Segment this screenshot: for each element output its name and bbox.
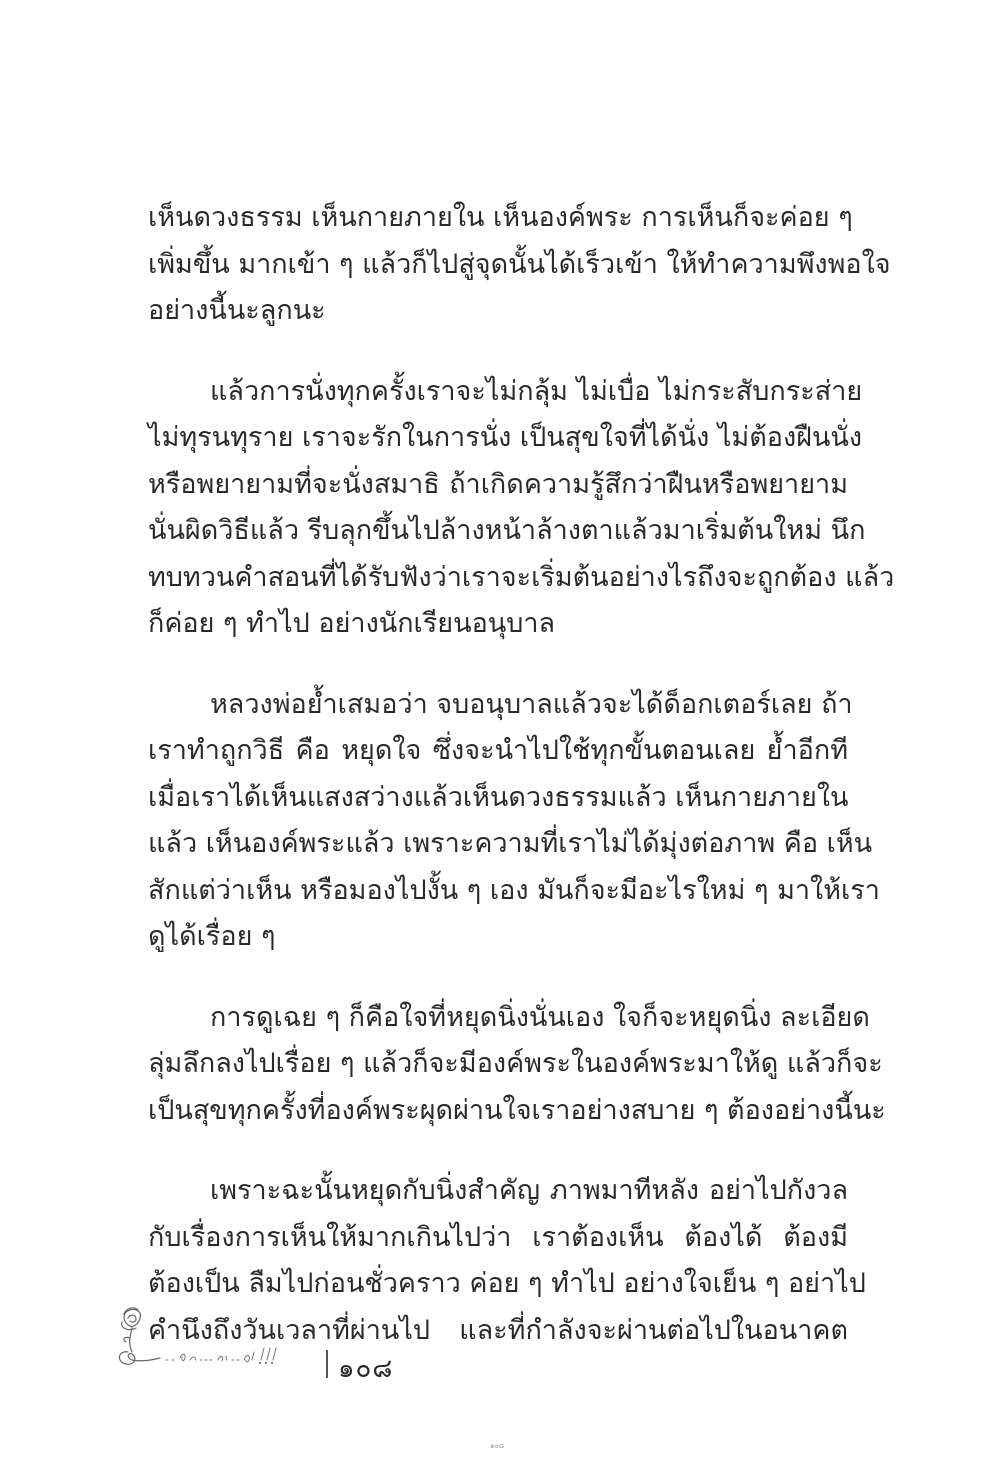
text-line: คำนึงถึงวันเวลาที่ผ่านไป และที่กำลังจะผ่านต่อไปในอนาคต bbox=[148, 1314, 848, 1346]
text-line: ทบทวนคำสอนที่ได้รับฟังว่าเราจะเริ่มต้นอย่างไรถึงจะถูกต้อง แล้ว bbox=[148, 561, 895, 593]
paragraph-1 bbox=[148, 195, 891, 335]
text-line: กับเรื่องการเห็นให้มากเกินไปว่า เราต้องเห็น ต้องได้ ต้องมี bbox=[148, 1221, 848, 1253]
text-line: ก็ค่อย ๆ ทำไป อย่างนักเรียนอนุบาล bbox=[148, 608, 556, 639]
text-line: ลุ่มลึกลงไปเรื่อย ๆ แล้วก็จะมีองค์พระในองค์พระมาให้ดู แล้วก็จะ bbox=[148, 1048, 883, 1079]
text-line: เพราะฉะนั้นหยุดกับนิ่งสำคัญ ภาพมาทีหลัง อย่าไปกังวล bbox=[210, 1175, 848, 1206]
text-line: ไม่ทุรนทุราย เราจะรักในการนั่ง เป็นสุขใจที่ได้นั่ง ไม่ต้องฝืนนั่ง bbox=[148, 422, 863, 453]
rose-logo-icon bbox=[108, 1300, 323, 1380]
paragraph-4 bbox=[148, 995, 886, 1135]
text-line: อย่างนี้นะลูกนะ bbox=[148, 295, 326, 326]
paragraph-3 bbox=[148, 682, 880, 961]
text-line: เป็นสุขทุกครั้งที่องค์พระผุดผ่านใจเราอย่างสบาย ๆ ต้องอย่างนี้นะ bbox=[148, 1094, 886, 1126]
text-line: เราทำถูกวิธี คือ หยุดใจ ซึ่งจะนำไปใช้ทุกขั้นตอนเลย ย้ำอีกที bbox=[148, 735, 848, 766]
text-line: แล้ว เห็นองค์พระแล้ว เพราะความที่เราไม่ได้มุ่งต่อภาพ คือ เห็น bbox=[148, 828, 873, 859]
text-line: การดูเฉย ๆ ก็คือใจที่หยุดนิ่งนั่นเอง ใจก็จะหยุดนิ่ง ละเอียด bbox=[210, 1001, 870, 1033]
text-line: ดูได้เรื่อย ๆ bbox=[148, 921, 276, 952]
text-line: เพิ่มขึ้น มากเข้า ๆ แล้วก็ไปสู่จุดนั้นได้เร็วเข้า ให้ทำความพึงพอใจ bbox=[148, 248, 891, 280]
page-body bbox=[148, 195, 895, 1388]
text-line: เมื่อเราได้เห็นแสงสว่างแล้วเห็นดวงธรรมแล้ว เห็นกายภายใน bbox=[148, 781, 849, 813]
page-number: ๑๐๘ bbox=[338, 1354, 394, 1384]
text-line: นั่นผิดวิธีแล้ว รีบลุกขึ้นไปล้างหน้าล้างตาแล้วมาเริ่มต้นใหม่ นึก bbox=[148, 515, 866, 546]
page-footer bbox=[108, 1300, 428, 1384]
text-line: เห็นดวงธรรม เห็นกายภายใน เห็นองค์พระ การเห็นก็จะค่อย ๆ bbox=[148, 202, 853, 233]
bottom-page-mark: ๑๐๘ bbox=[490, 1442, 505, 1450]
text-line: แล้วการนั่งทุกครั้งเราจะไม่กลุ้ม ไม่เบื่อ ไม่กระสับกระส่าย bbox=[210, 375, 863, 407]
paragraph-2 bbox=[148, 369, 895, 648]
text-line: ต้องเป็น ลืมไปก่อนชั่วคราว ค่อย ๆ ทำไป อย่างใจเย็น ๆ อย่าไป bbox=[148, 1268, 866, 1299]
footer-divider bbox=[326, 1350, 328, 1378]
text-line: สักแต่ว่าเห็น หรือมองไปงั้น ๆ เอง มันก็จะมีอะไรใหม่ ๆ มาให้เรา bbox=[148, 874, 880, 906]
text-line: หลวงพ่อย้ำเสมอว่า จบอนุบาลแล้วจะได้ด็อกเตอร์เลย ถ้า bbox=[210, 688, 853, 720]
text-line: หรือพยายามที่จะนั่งสมาธิ ถ้าเกิดความรู้สึกว่าฝืนหรือพยายาม bbox=[148, 468, 848, 500]
